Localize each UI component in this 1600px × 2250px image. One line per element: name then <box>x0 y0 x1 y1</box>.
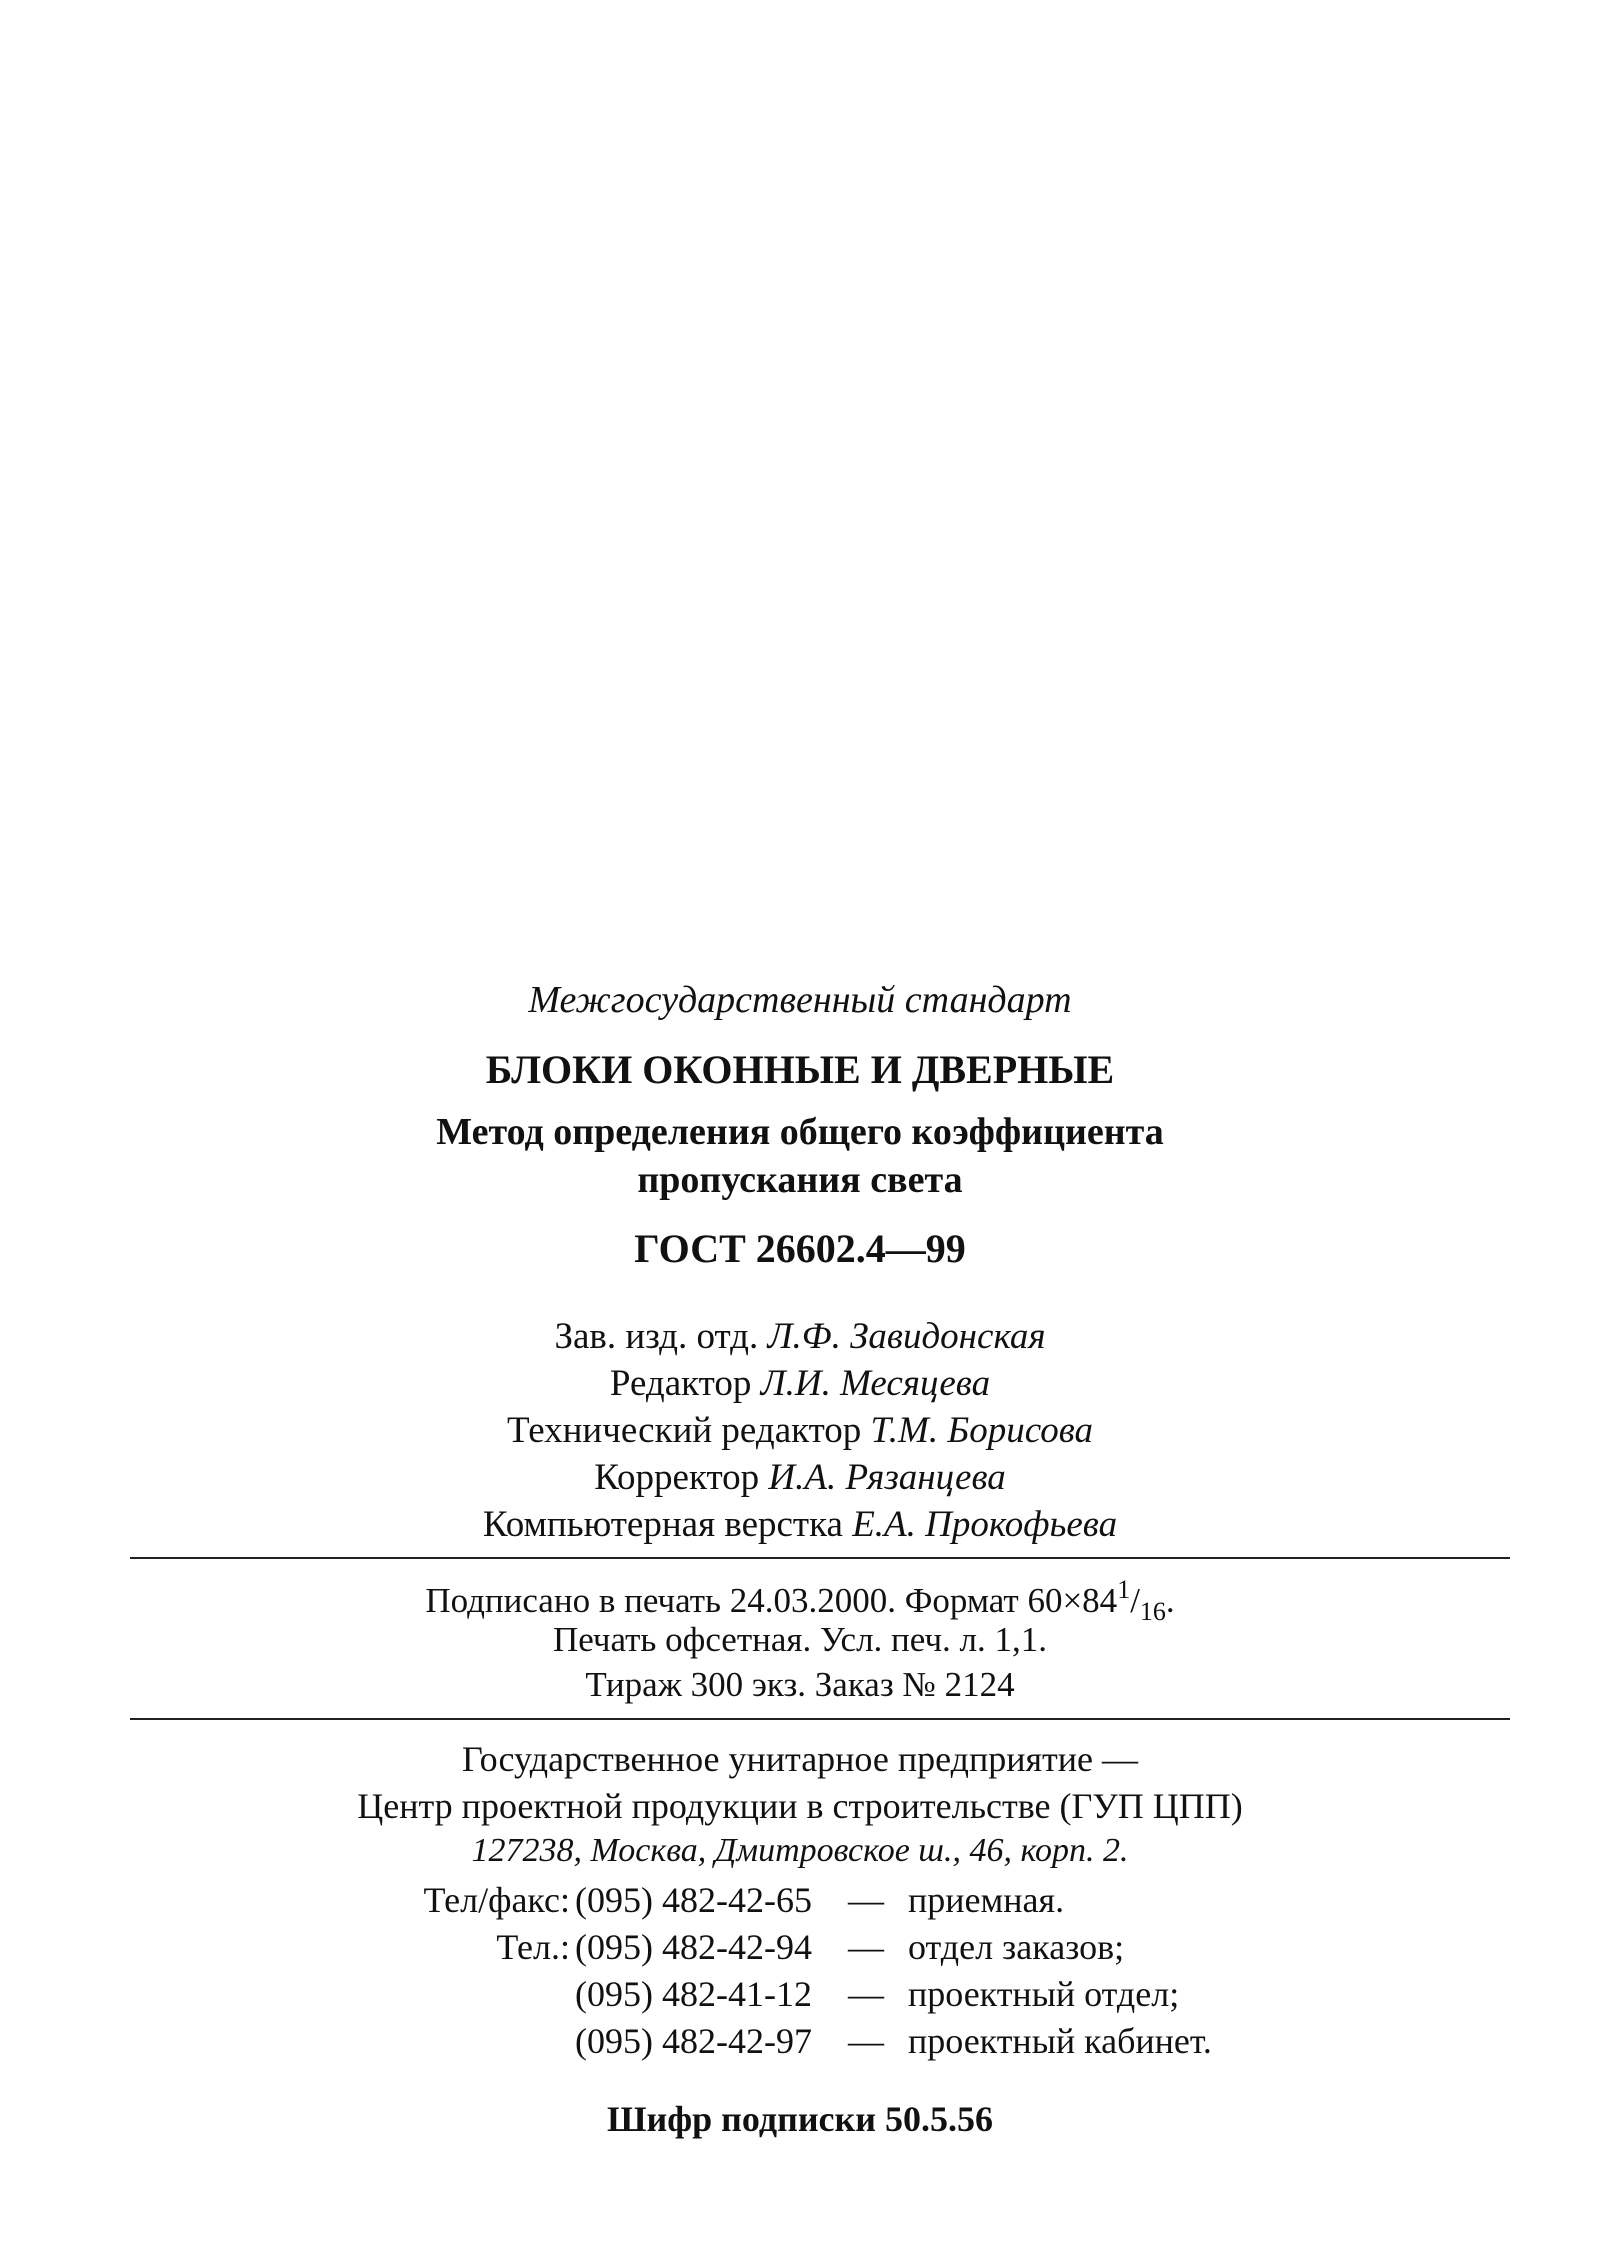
divider-rule <box>130 1557 1510 1559</box>
contact-label: Тел/факс: <box>423 1880 570 1920</box>
contact-desc: проектный отдел; <box>908 1974 1180 2014</box>
staff-name: Е.А. Прокофьева <box>852 1504 1118 1545</box>
contact-phone: (095) 482-41-12 <box>575 1974 812 2014</box>
staff-role: Компьютерная верстка <box>482 1504 843 1545</box>
subscription-code: Шифр подписки 50.5.56 <box>606 2099 994 2139</box>
staff-role: Редактор <box>609 1363 752 1404</box>
contact-desc: отдел заказов; <box>908 1927 1125 1967</box>
contact-row <box>0 1879 1600 1919</box>
staff-row <box>0 1456 1600 1499</box>
staff-name: Т.М. Борисова <box>870 1410 1093 1451</box>
staff-row <box>0 1503 1600 1546</box>
format-end: . <box>1165 1581 1175 1620</box>
staff-role: Зав. изд. отд. <box>554 1316 759 1357</box>
contact-dash: — <box>848 1974 884 2014</box>
staff-row <box>0 1362 1600 1405</box>
contact-dash: — <box>848 1880 884 1920</box>
publisher-address: 127238, Москва, Дмитровское ш., 46, корп. 2. <box>471 1832 1129 1869</box>
document-subtitle-line2: пропускания света <box>637 1159 963 1201</box>
publisher-line2: Центр проектной продукции в строительстве (ГУП ЦПП) <box>357 1786 1243 1826</box>
staff-name: Л.Ф. Завидонская <box>767 1316 1046 1357</box>
staff-row <box>0 1315 1600 1358</box>
staff-role: Корректор <box>594 1457 760 1498</box>
standard-type: Межгосударственный стандарт <box>528 979 1072 1021</box>
divider-rule <box>130 1718 1510 1720</box>
contact-row <box>0 1926 1600 1966</box>
contact-phone: (095) 482-42-65 <box>575 1880 812 1920</box>
publisher-line1: Государственное унитарное предприятие — <box>461 1739 1139 1779</box>
format-slash: / <box>1130 1581 1140 1620</box>
staff-row <box>0 1409 1600 1452</box>
print-signed-text: Подписано в печать 24.03.2000. Формат 60×84 <box>425 1581 1118 1620</box>
document-title: БЛОКИ ОКОННЫЕ И ДВЕРНЫЕ <box>485 1047 1115 1092</box>
print-type-line: Печать офсетная. Усл. печ. л. 1,1. <box>552 1620 1048 1659</box>
contact-dash: — <box>848 2021 884 2061</box>
staff-role: Технический редактор <box>507 1410 862 1451</box>
contact-phone: (095) 482-42-97 <box>575 2021 812 2061</box>
contact-desc: проектный кабинет. <box>908 2021 1212 2061</box>
contact-label: Тел.: <box>496 1927 570 1967</box>
contact-desc: приемная. <box>908 1880 1065 1920</box>
print-run-line: Тираж 300 экз. Заказ № 2124 <box>585 1665 1015 1704</box>
contact-row <box>0 1973 1600 2013</box>
staff-name: Л.И. Месяцева <box>760 1363 991 1404</box>
document-subtitle-line1: Метод определения общего коэффициента <box>436 1111 1164 1153</box>
staff-name: И.А. Рязанцева <box>768 1457 1006 1498</box>
contact-row <box>0 2020 1600 2060</box>
contact-phone: (095) 482-42-94 <box>575 1927 812 1967</box>
format-superscript: 1 <box>1117 1575 1131 1604</box>
gost-number: ГОСТ 26602.4—99 <box>634 1226 966 1271</box>
contact-dash: — <box>848 1927 884 1967</box>
format-subscript: 16 <box>1139 1597 1166 1626</box>
